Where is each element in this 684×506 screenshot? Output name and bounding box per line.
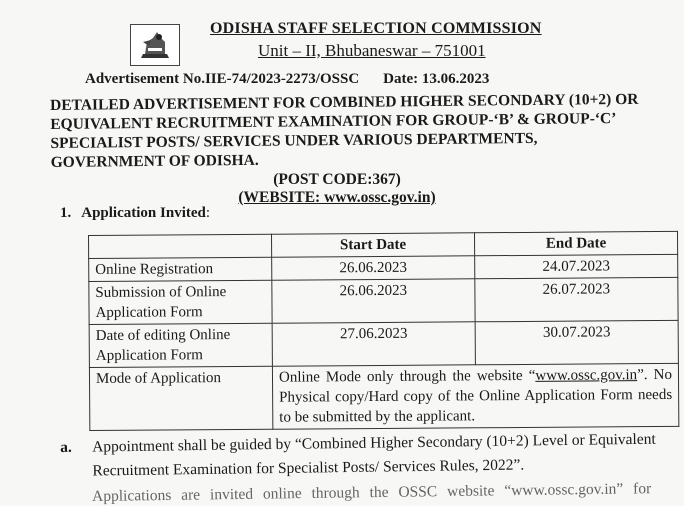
table-header-end: End Date xyxy=(474,231,677,255)
mode-text-after: ”. No Physical copy/Hard copy of the Online Application Form needs to be submitted by the applicant. xyxy=(279,366,673,426)
section-number: 1. xyxy=(60,205,72,221)
advertisement-title: DETAILED ADVERTISEMENT FOR COMBINED HIGHER SECONDARY (10+2) OR EQUIVALENT RECRUITMENT EXAMINATION FOR GROUP-‘B’ & GROUP-‘C’ SPECIALIST POSTS/ SERVICES UNDER VARIOUS DEPARTMENTS, GOVERNMENT OF ODISHA. xyxy=(50,90,639,171)
start-date: 26.06.2023 xyxy=(272,256,475,280)
paragraph-a xyxy=(60,428,661,484)
section-colon: : xyxy=(205,205,211,221)
post-code: (POST CODE:367) xyxy=(273,171,401,188)
table-row xyxy=(89,277,678,324)
section-title: Application Invited xyxy=(81,205,206,221)
mode-text-before: Online Mode only through the website “ xyxy=(278,367,536,386)
advertisement-line xyxy=(85,71,489,88)
row-label: Mode of Application xyxy=(89,366,272,430)
letterhead xyxy=(130,18,550,66)
end-date: 30.07.2023 xyxy=(475,320,678,364)
paragraph-text: Appointment shall be guided by “Combined Higher Secondary (10+2) Level or Equivalent Recruitment Examination for Specialist Posts/ Services Rules, 2022”. xyxy=(92,430,656,480)
start-date: 27.06.2023 xyxy=(272,322,475,366)
row-label: Online Registration xyxy=(89,257,272,281)
row-label: Date of editing Online Application Form xyxy=(89,323,272,367)
advertisement-number: Advertisement No.IIE-74/2023-2273/OSSC xyxy=(85,71,360,87)
table-header-start: Start Date xyxy=(271,233,474,257)
post-code-block xyxy=(0,171,684,207)
website-line[interactable]: (WEBSITE: www.ossc.gov.in) xyxy=(238,189,436,206)
row-label: Submission of Online Application Form xyxy=(89,280,272,324)
paragraph-marker: a. xyxy=(60,438,72,456)
website-link[interactable]: www.ossc.gov.in xyxy=(535,367,638,384)
start-date: 26.06.2023 xyxy=(272,279,475,323)
advertisement-date: Date: 13.06.2023 xyxy=(383,71,490,87)
organization-name: ODISHA STAFF SELECTION COMMISSION xyxy=(210,20,542,37)
table-header-blank xyxy=(89,234,272,258)
application-dates-table xyxy=(88,231,679,431)
mode-description xyxy=(272,363,678,429)
table-row xyxy=(89,363,678,430)
end-date: 24.07.2023 xyxy=(475,254,678,278)
table-row xyxy=(89,320,678,367)
organization-address: Unit – II, Bhubaneswar – 751001 xyxy=(258,41,486,60)
end-date: 26.07.2023 xyxy=(475,277,678,321)
odisha-emblem-icon xyxy=(130,24,180,66)
section-heading xyxy=(60,205,210,222)
paragraph-b-partial: Applications are invited online through the OSSC website “www.ossc.gov.in” for xyxy=(92,480,652,505)
